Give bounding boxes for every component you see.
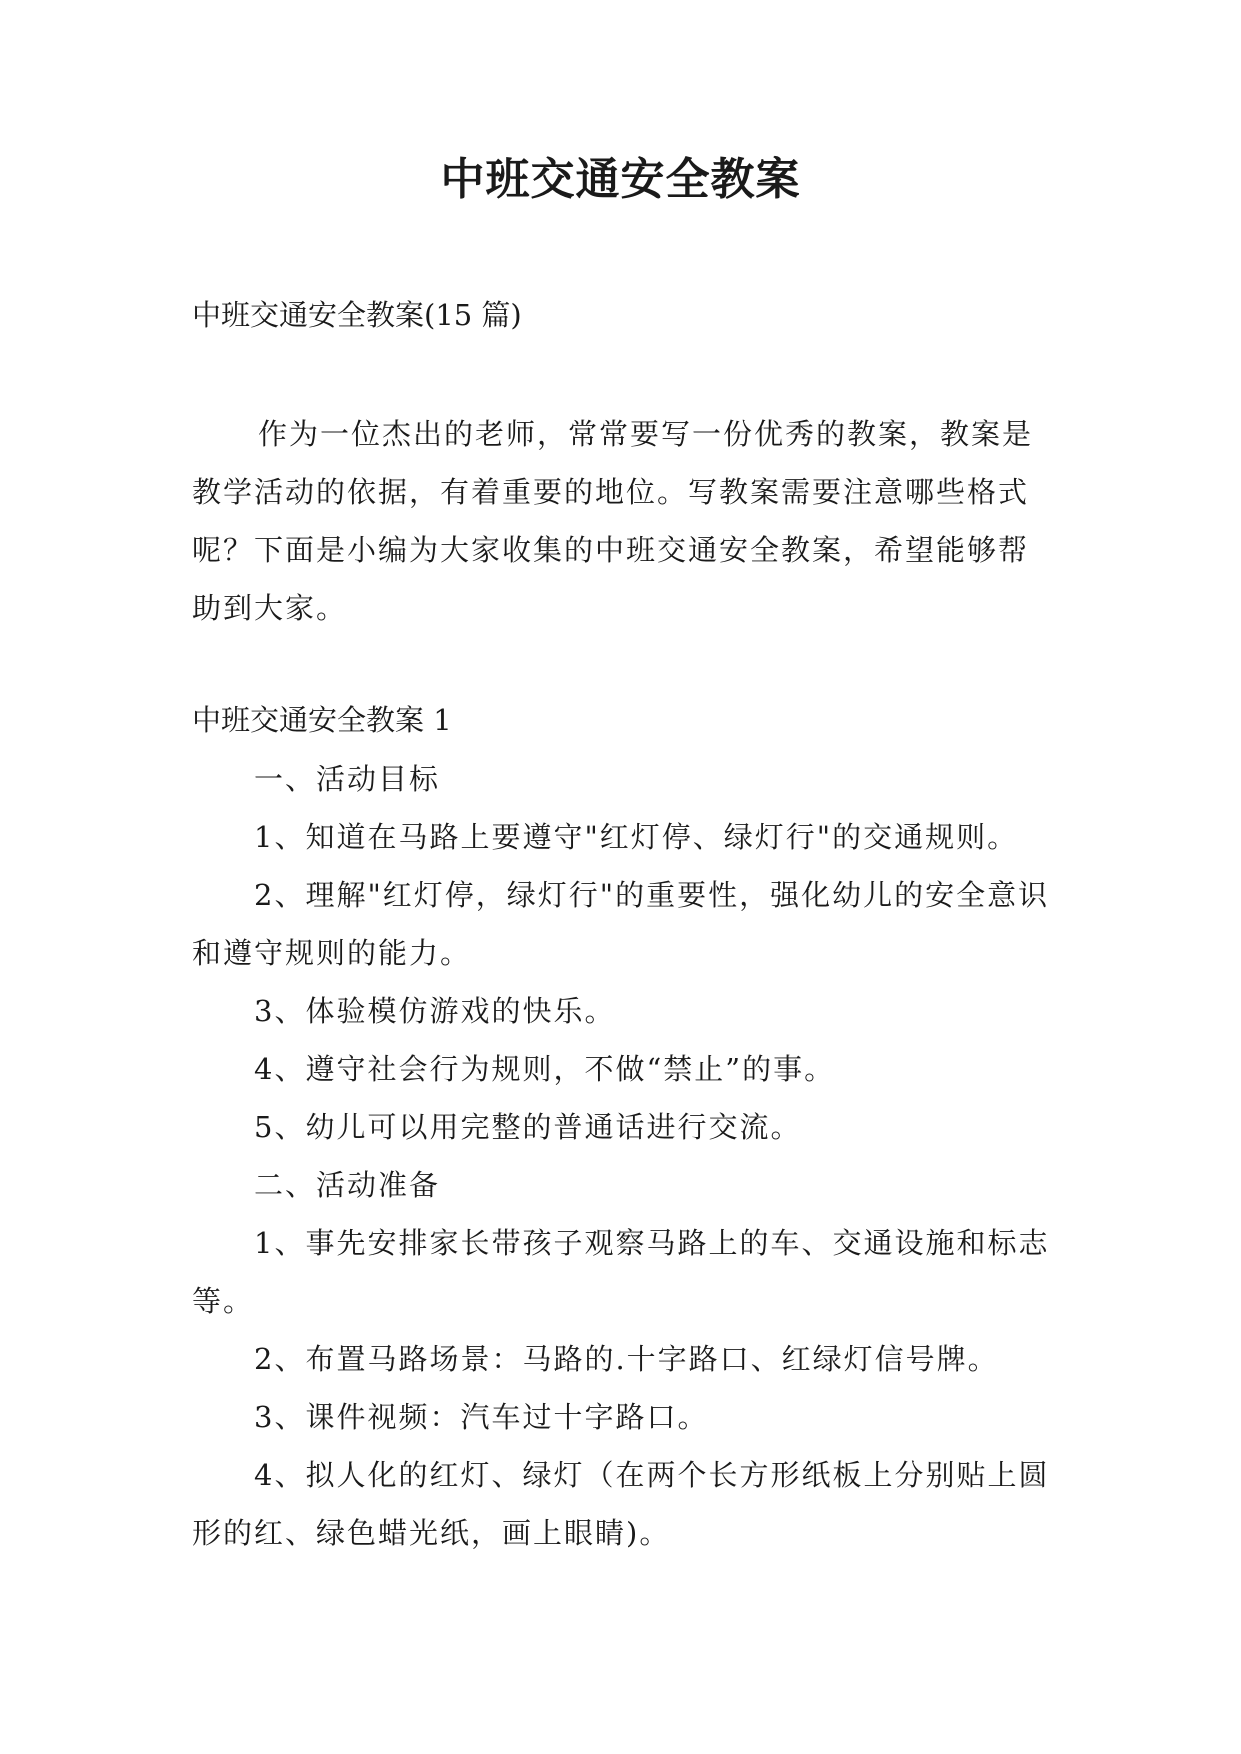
body-paragraph: 4、遵守社会行为规则，不做“禁止”的事。 (254, 1052, 836, 1086)
body-paragraph: 2、布置马路场景：马路的.十字路口、红绿灯信号牌。 (254, 1342, 999, 1376)
body-paragraph: 3、课件视频：汽车过十字路口。 (254, 1400, 709, 1434)
intro-paragraph: 作为一位杰出的老师，常常要写一份优秀的教案，教案是教学活动的依据，有着重要的地位。写教案需要注意哪些格式呢？下面是小编为大家收集的中班交通安全教案，希望能够帮助到大家。 (192, 417, 1034, 625)
body-paragraph: 一、活动目标 (254, 762, 441, 796)
body-paragraph: 二、活动准备 (254, 1168, 441, 1202)
document-title: 中班交通安全教案 (440, 154, 801, 205)
document-subtitle: 中班交通安全教案(15 篇) (192, 298, 522, 332)
lesson-body (192, 750, 1072, 1562)
body-paragraph: 2、理解"红灯停，绿灯行"的重要性，强化幼儿的安全意识和遵守规则的能力。 (192, 878, 1050, 970)
section-heading: 中班交通安全教案 1 (192, 703, 452, 737)
body-paragraph: 5、幼儿可以用完整的普通话进行交流。 (254, 1110, 802, 1144)
body-paragraph: 4、拟人化的红灯、绿灯（在两个长方形纸板上分别贴上圆形的红、绿色蜡光纸，画上眼睛)。 (192, 1458, 1050, 1550)
body-paragraph: 1、知道在马路上要遵守"红灯停、绿灯行"的交通规则。 (254, 820, 1019, 854)
body-paragraph: 1、事先安排家长带孩子观察马路上的车、交通设施和标志等。 (192, 1226, 1050, 1318)
body-paragraph: 3、体验模仿游戏的快乐。 (254, 994, 616, 1028)
